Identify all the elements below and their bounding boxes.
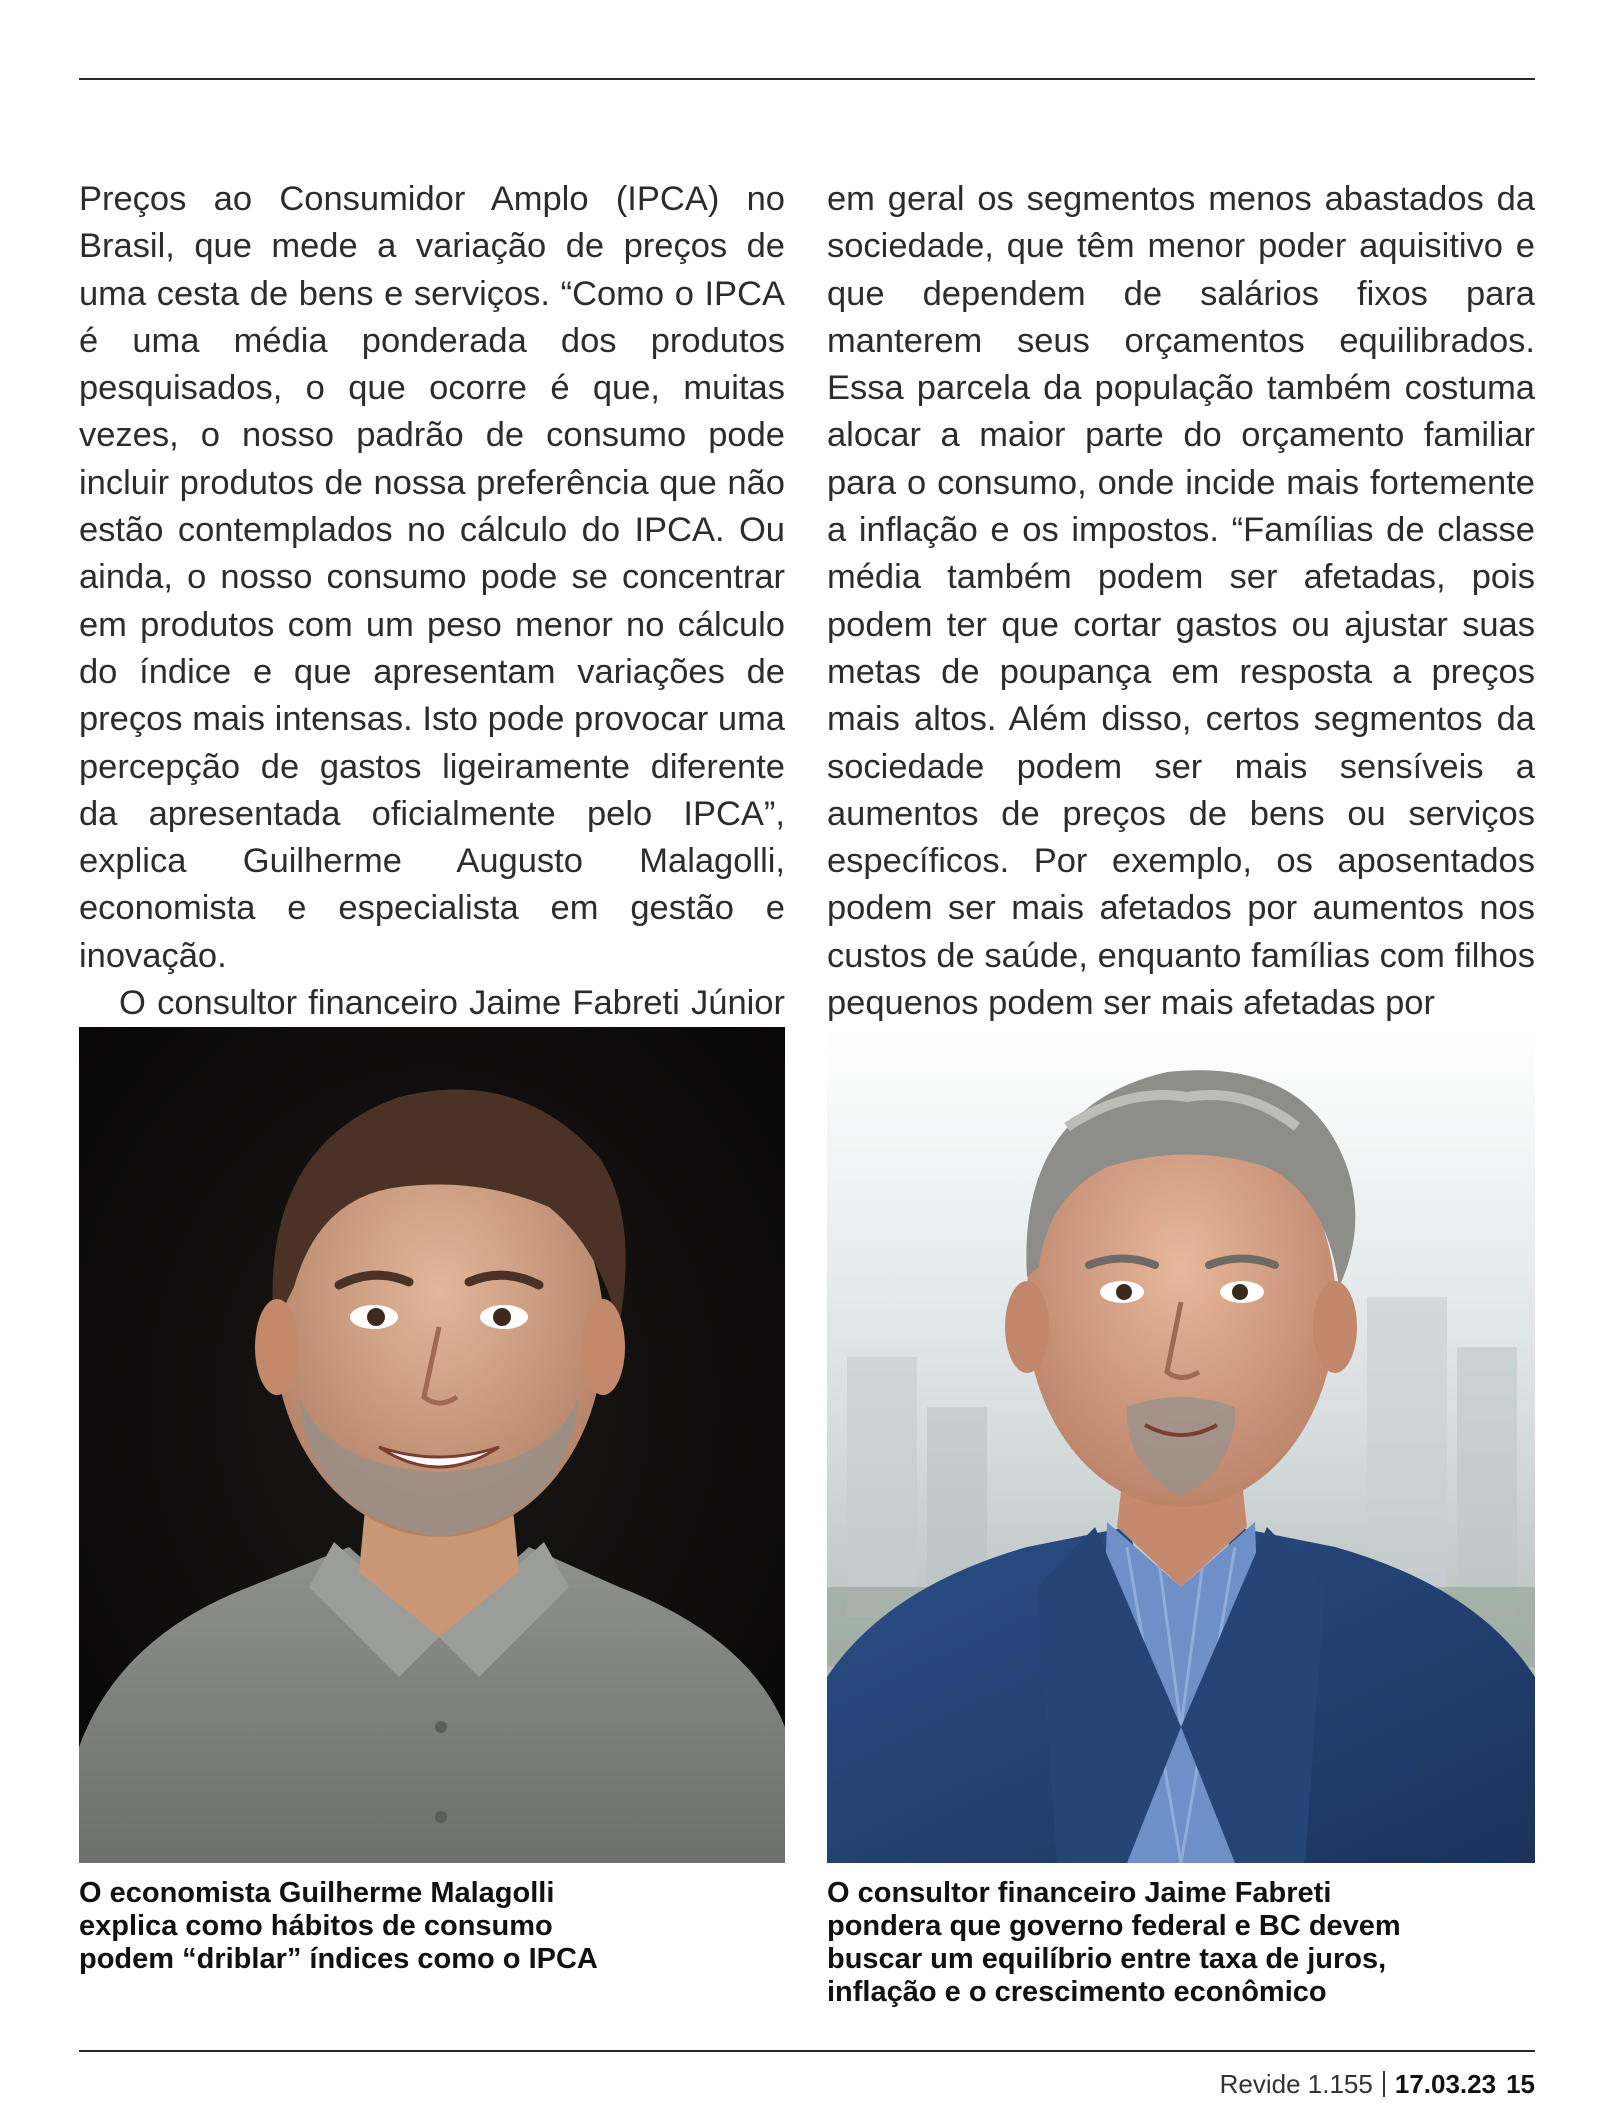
photo-caption-right: O consultor financeiro Jaime Fabreti pondera que governo federal e BC devem buscar um equilíbrio entre taxa de juros, inflação e o crescimento econômico xyxy=(827,1877,1401,2008)
article-paragraph: Preços ao Consumidor Amplo (IPCA) no Brasil, que mede a variação de preços de uma cesta de bens e serviços. “Como o IPCA é uma média ponderada dos produtos pesquisados, o que ocorre é que, muitas vezes, o nosso padrão de consumo pode incluir produtos de nossa preferência que não estão contemplados no cálculo do IPCA. Ou ainda, o nosso consumo pode se concentrar em produtos com um peso menor no cálculo do índice e que apresentam variações de preços mais intensas. Isto pode provocar uma percepção de gastos ligeiramente diferente da apresentada oficialmente pelo IPCA”, explica Guilherme Augusto Malagolli, economista e especialista em gestão e inovação. xyxy=(79,180,785,975)
article-paragraph: O consultor financeiro Jaime Fabreti Júnior xyxy=(119,984,785,1023)
article-column-left xyxy=(79,176,785,1075)
photo-guilherme-malagolli xyxy=(79,1027,785,1863)
portrait-illustration xyxy=(79,1027,785,1863)
page-number: 15 xyxy=(1506,2069,1535,2099)
article-paragraph: em geral os segmentos menos abastados da sociedade, que têm menor poder aquisitivo e que dependem de salários fixos para manterem seus orçamentos equilibrados. Essa parcela da população também costuma alocar a maior parte do orçamento familiar para o consumo, onde incide mais fortemente a inflação e os impostos. “Famílias de classe média também podem ser afetadas, pois podem ter que cortar gastos ou ajustar suas metas de poupança em resposta a preços mais altos. Além disso, certos segmentos da sociedade podem ser mais sensíveis a aumentos de preços de bens ou serviços específicos. Por exemplo, os aposentados podem ser mais afetados por aumentos nos custos de saúde, enquanto famílias com filhos pequenos podem ser mais afetadas por xyxy=(827,180,1535,1023)
top-rule xyxy=(79,78,1535,80)
portrait-illustration xyxy=(827,1027,1535,1863)
article-column-right xyxy=(827,176,1535,1027)
issue-date: 17.03.23 xyxy=(1394,2069,1497,2099)
footer-separator xyxy=(1383,2071,1385,2097)
bottom-rule xyxy=(79,2050,1535,2052)
photo-caption-left: O economista Guilherme Malagolli explica como hábitos de consumo podem “driblar” índices como o IPCA xyxy=(79,1877,598,1975)
page-footer xyxy=(1220,2068,1535,2100)
publication-name: Revide 1.155 xyxy=(1219,2069,1373,2099)
photo-jaime-fabreti xyxy=(827,1027,1535,1863)
